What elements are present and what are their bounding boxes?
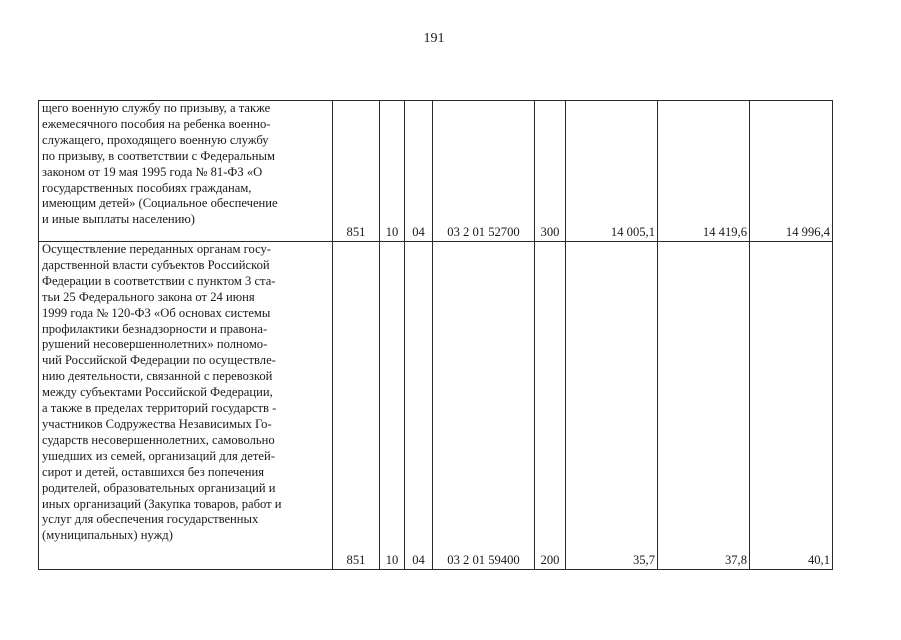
table-row: [39, 242, 833, 570]
target-article-code: 03 2 01 52700: [433, 101, 535, 242]
description-line: Федерации в соответствии с пунктом 3 ста-: [42, 273, 276, 288]
amount-year-2: 14 419,6: [658, 101, 750, 242]
description-line: профилактики безнадзорности и правона-: [42, 321, 268, 336]
subsection-code: 04: [405, 101, 433, 242]
description-line: 1999 года № 120-ФЗ «Об основах системы: [42, 305, 271, 320]
ministry-code: 851: [333, 242, 380, 570]
description-line: и иные выплаты населению): [42, 212, 195, 227]
amount-year-1: 14 005,1: [566, 101, 658, 242]
description-line: между субъектами Российской Федерации,: [42, 385, 273, 400]
description-line: служащего, проходящего военную службу: [42, 132, 269, 147]
page-number: 191: [423, 31, 445, 46]
description-line: нию деятельности, связанной с перевозкой: [42, 369, 273, 384]
description-line: ушедших из семей, организаций для детей-: [42, 448, 275, 463]
description-line: щего военную службу по призыву, а также: [42, 101, 271, 115]
description-line: ежемесячного пособия на ребенка военно-: [42, 116, 271, 131]
amount-year-1: 35,7: [566, 242, 658, 570]
amount-year-3: 14 996,4: [750, 101, 833, 242]
expense-type-code: 200: [535, 242, 566, 570]
description-line: рушений несовершеннолетних» полномо-: [42, 337, 268, 352]
description-line: Осуществление переданных органам госу-: [42, 242, 271, 256]
description-line: чий Российской Федерации по осуществле-: [42, 353, 276, 368]
description-line: участников Содружества Независимых Го-: [42, 416, 272, 431]
subsection-code: 04: [405, 242, 433, 570]
expense-type-code: 300: [535, 101, 566, 242]
description-line: имеющим детей» (Социальное обеспечение: [42, 196, 278, 211]
description-line: государственных пособиях гражданам,: [42, 180, 252, 195]
description-line: иных организаций (Закупка товаров, работ и: [42, 496, 282, 511]
target-article-code: 03 2 01 59400: [433, 242, 535, 570]
section-code: 10: [380, 242, 405, 570]
row-description: [39, 242, 333, 570]
table-row: [39, 101, 833, 242]
description-line: тьи 25 Федерального закона от 24 июня: [42, 289, 255, 304]
section-code: 10: [380, 101, 405, 242]
description-line: законом от 19 мая 1995 года № 81-ФЗ «О: [42, 164, 263, 179]
description-line: родителей, образовательных организаций и: [42, 480, 276, 495]
budget-table: [38, 100, 833, 570]
ministry-code: 851: [333, 101, 380, 242]
description-line: сударств несовершеннолетних, самовольно: [42, 432, 275, 447]
description-line: сирот и детей, оставшихся без попечения: [42, 464, 265, 479]
description-line: по призыву, в соответствии с Федеральным: [42, 148, 275, 163]
row-description: [39, 101, 333, 242]
description-line: услуг для обеспечения государственных: [42, 512, 259, 527]
description-line: (муниципальных) нужд): [42, 528, 173, 543]
amount-year-2: 37,8: [658, 242, 750, 570]
amount-year-3: 40,1: [750, 242, 833, 570]
description-line: а также в пределах территорий государств -: [42, 401, 277, 416]
description-line: дарственной власти субъектов Российской: [42, 257, 270, 272]
